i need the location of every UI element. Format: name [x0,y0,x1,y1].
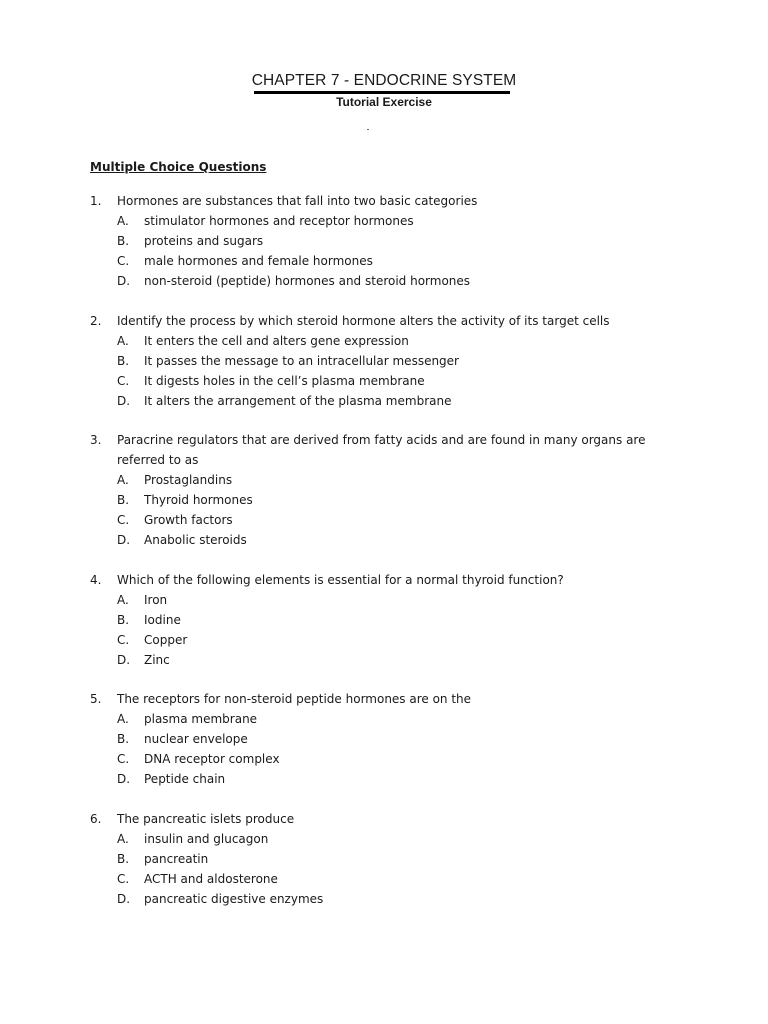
option-text: Zinc [144,652,170,667]
option-letter: D. [117,393,131,408]
tutorial-subtitle: Tutorial Exercise [336,95,432,109]
question-text: Hormones are substances that fall into two basic categories [117,194,478,208]
option-letter: D. [117,652,131,667]
question-6 [90,809,690,909]
option-letter: C. [117,513,130,527]
option-letter: C. [117,373,130,388]
option-letter: A. [117,592,129,607]
question-number: 6. [90,811,102,826]
option-a [90,709,690,729]
option-letter: D. [117,772,131,786]
option-text: Thyroid hormones [144,493,253,507]
option-text: Copper [144,632,188,647]
question-2 [90,311,690,411]
question-5 [90,689,690,789]
option-b [90,610,690,630]
option-letter: C. [117,871,130,886]
option-a [90,331,690,351]
option-text: insulin and glucagon [144,831,269,846]
option-text: Iodine [144,612,181,627]
option-text: Prostaglandins [144,473,233,487]
option-list [90,829,690,909]
option-d [90,530,690,550]
question-stem [90,430,690,470]
option-c [90,869,690,889]
option-list [90,211,690,291]
question-number: 3. [90,433,102,447]
option-text: pancreatic digestive enzymes [144,891,324,906]
option-letter: A. [117,831,129,846]
question-stem [90,191,690,211]
option-text: non-steroid (peptide) hormones and steroid hormones [144,274,471,288]
question-1 [90,191,690,291]
option-letter: A. [117,214,129,228]
option-text: ACTH and aldosterone [144,871,278,886]
option-text: Iron [144,592,168,607]
option-c [90,630,690,650]
option-a [90,829,690,849]
question-stem [90,570,690,590]
option-letter: C. [117,752,130,766]
option-letter: C. [117,632,130,647]
option-list [90,590,690,670]
option-text: Growth factors [144,513,233,527]
option-a [90,470,690,490]
option-text: stimulator hormones and receptor hormones [144,214,414,228]
question-3 [90,430,690,550]
option-text: pancreatin [144,851,209,866]
question-text: Identify the process by which steroid hormone alters the activity of its target cells [117,313,610,328]
option-letter: B. [117,851,130,866]
question-text: Which of the following elements is essential for a normal thyroid function? [117,572,564,587]
question-number: 4. [90,572,102,587]
option-d [90,650,690,670]
option-b [90,849,690,869]
stray-mark [367,129,369,130]
option-text: It enters the cell and alters gene expression [144,333,409,348]
option-list [90,331,690,411]
option-letter: A. [117,473,129,487]
question-text: The receptors for non-steroid peptide hormones are on the [117,692,472,706]
option-letter: A. [117,712,129,726]
option-text: plasma membrane [144,712,258,726]
question-stem [90,311,690,331]
option-letter: B. [117,612,130,627]
option-letter: D. [117,274,131,288]
question-list [90,191,690,928]
option-a [90,211,690,231]
option-letter: D. [117,533,131,547]
option-a [90,590,690,610]
question-number: 2. [90,313,102,328]
option-list [90,709,690,789]
option-c [90,251,690,271]
section-heading: Multiple Choice Questions [90,160,267,174]
option-letter: D. [117,891,131,906]
question-text: The pancreatic islets produce [117,811,295,826]
option-letter: B. [117,493,130,507]
option-letter: C. [117,254,130,268]
option-text: Anabolic steroids [144,533,247,547]
option-d [90,769,690,789]
option-text: nuclear envelope [144,732,248,746]
option-c [90,749,690,769]
option-text: It digests holes in the cell’s plasma membrane [144,373,425,388]
question-number: 5. [90,692,102,706]
option-text: It passes the message to an intracellular messenger [144,353,459,368]
question-stem [90,809,690,829]
option-d [90,271,690,291]
option-d [90,391,690,411]
option-b [90,729,690,749]
option-text: proteins and sugars [144,234,264,248]
question-text: Paracrine regulators that are derived from fatty acids and are found in many organs are referred to as [117,433,646,467]
option-c [90,371,690,391]
question-number: 1. [90,194,102,208]
option-c [90,510,690,530]
option-b [90,231,690,251]
option-letter: B. [117,732,130,746]
question-4 [90,570,690,670]
option-text: male hormones and female hormones [144,254,373,268]
option-letter: A. [117,333,129,348]
option-b [90,351,690,371]
option-list [90,470,690,550]
option-d [90,889,690,909]
option-text: Peptide chain [144,772,226,786]
option-text: It alters the arrangement of the plasma membrane [144,393,452,408]
option-letter: B. [117,353,130,368]
question-stem [90,689,690,709]
option-b [90,490,690,510]
option-letter: B. [117,234,130,248]
option-text: DNA receptor complex [144,752,280,766]
chapter-title: CHAPTER 7 - ENDOCRINE SYSTEM [251,72,517,89]
